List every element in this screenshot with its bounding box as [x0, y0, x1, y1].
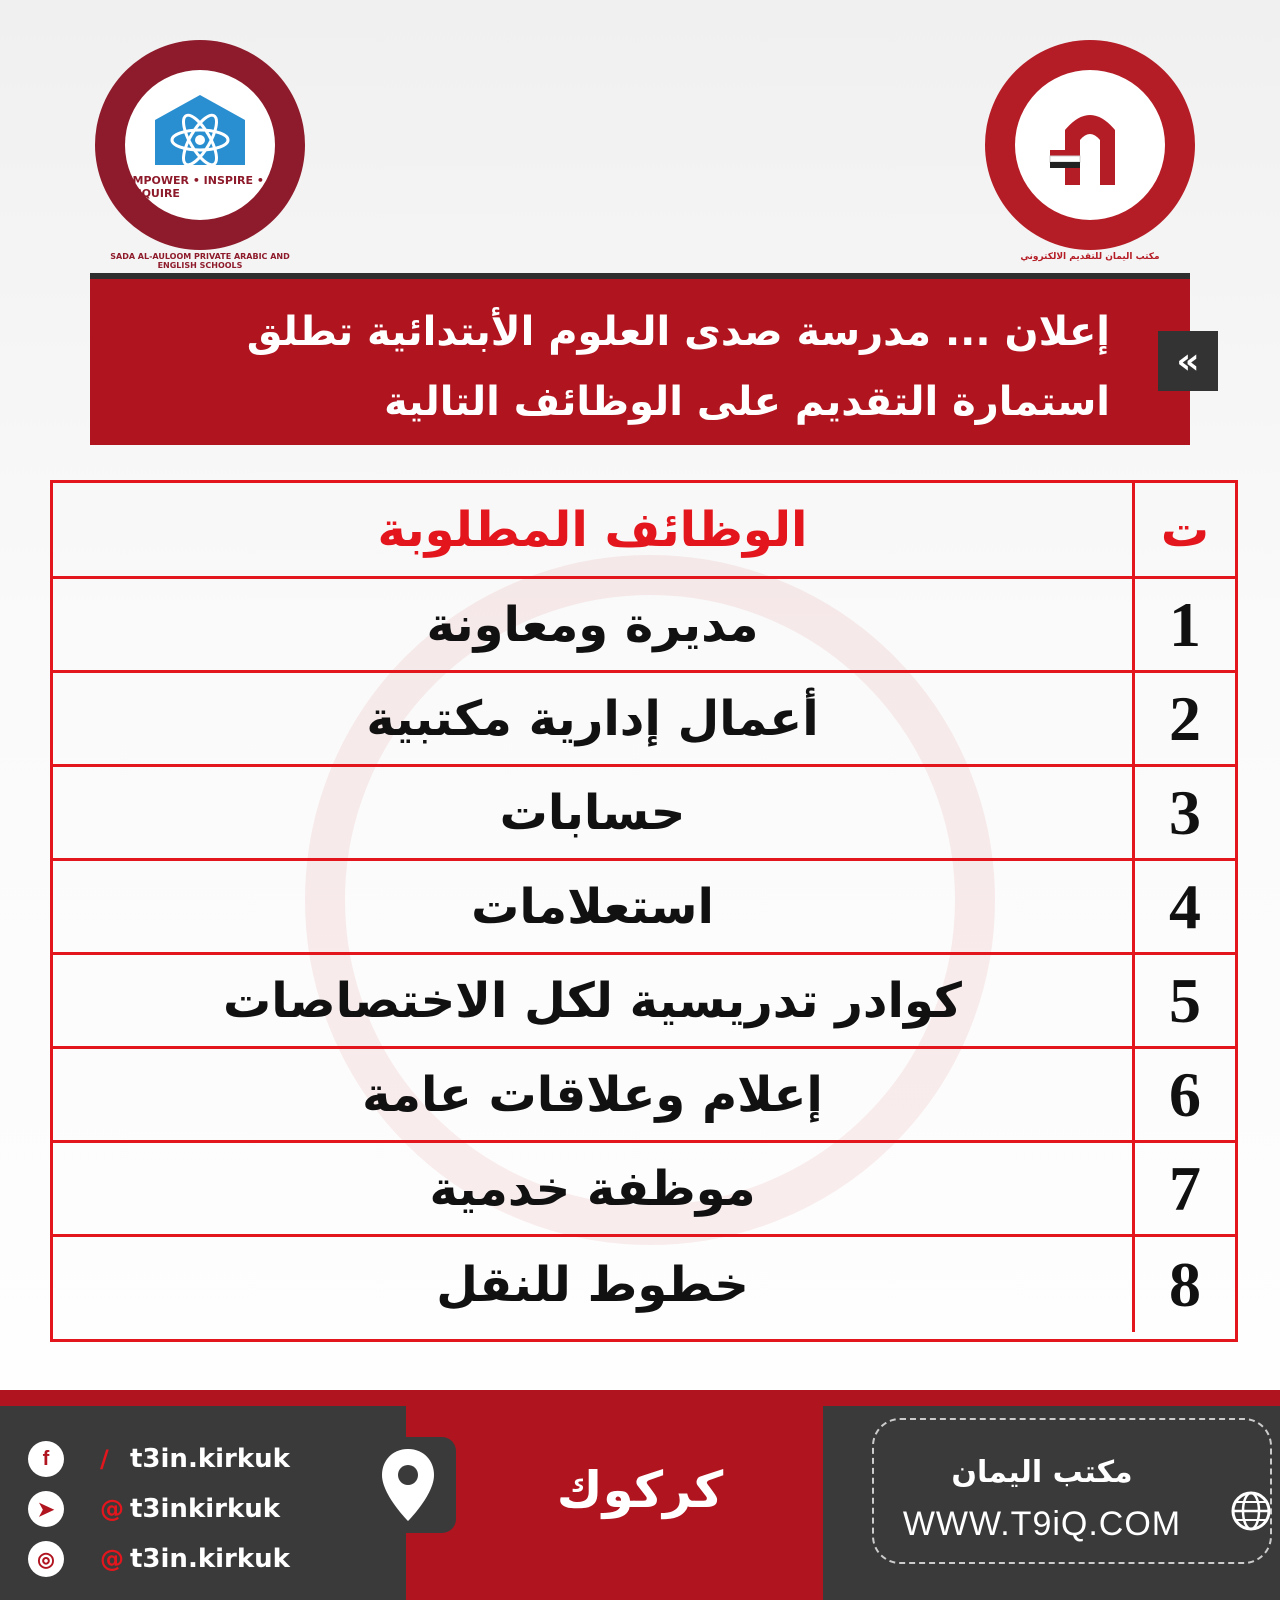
job-number: 6 [1132, 1049, 1235, 1140]
job-number: 2 [1132, 673, 1235, 764]
instagram-icon: ◎ [28, 1541, 64, 1577]
banner-title-line2: استمارة التقديم على الوظائف التالية [384, 379, 1110, 425]
table-row [53, 1049, 1235, 1143]
banner-title [130, 297, 1110, 437]
job-title: كوادر تدريسية لكل الاختصاصات [223, 972, 962, 1029]
double-chevron-icon: « [1158, 331, 1218, 391]
atom-icon [150, 90, 250, 170]
job-title: موظفة خدمية [429, 1160, 756, 1217]
separator: / [100, 1445, 109, 1473]
header-number: ت [1132, 483, 1235, 576]
table-row [53, 673, 1235, 767]
school-logo [95, 40, 305, 250]
job-number: 7 [1132, 1143, 1235, 1234]
at-sign: @ [100, 1545, 124, 1573]
telegram-icon: ➤ [28, 1491, 64, 1527]
telegram-handle[interactable]: t3inkirkuk [130, 1494, 281, 1524]
job-number: 8 [1132, 1237, 1235, 1332]
header-jobs: الوظائف المطلوبة [377, 501, 808, 558]
school-name: SADA AL-AULOOM PRIVATE ARABIC AND ENGLISH SCHOOLS [110, 252, 290, 270]
banner-title-line1: إعلان ... مدرسة صدى العلوم الأبتدائية تطلق [246, 309, 1110, 355]
table-row [53, 1237, 1235, 1332]
school-motto: EMPOWER • INSPIRE • ACQUIRE [125, 174, 264, 200]
job-title: إعلام وعلاقات عامة [362, 1066, 823, 1123]
location-pin-icon [360, 1437, 456, 1533]
instagram-handle[interactable]: t3in.kirkuk [130, 1544, 290, 1574]
announcement-banner [90, 273, 1190, 445]
job-title: أعمال إدارية مكتبية [366, 690, 819, 747]
table-header-row [53, 483, 1235, 579]
jobs-table [50, 480, 1238, 1342]
job-title: حسابات [499, 784, 686, 841]
office-logo [985, 40, 1195, 250]
office-website[interactable]: WWW.T9iQ.COM [902, 1505, 1182, 1543]
table-row [53, 1143, 1235, 1237]
office-name: مكتب اليمان [951, 1455, 1133, 1490]
city-name: كركوك [556, 1461, 724, 1519]
office-emblem-icon [1035, 90, 1145, 200]
job-title: مديرة ومعاونة [426, 596, 759, 653]
facebook-handle[interactable]: t3in.kirkuk [130, 1444, 290, 1474]
job-title: خطوط للنقل [436, 1256, 749, 1313]
facebook-icon: f [28, 1441, 64, 1477]
social-facebook[interactable] [0, 1437, 400, 1481]
office-logo-caption: مكتب اليمان للتقديم الالكتروني [1020, 252, 1160, 262]
job-number: 4 [1132, 861, 1235, 952]
table-row [53, 955, 1235, 1049]
job-number: 1 [1132, 579, 1235, 670]
job-number: 3 [1132, 767, 1235, 858]
job-title: استعلامات [471, 878, 714, 935]
table-row [53, 861, 1235, 955]
job-number: 5 [1132, 955, 1235, 1046]
social-instagram[interactable] [0, 1537, 400, 1581]
table-row [53, 767, 1235, 861]
globe-icon [1230, 1490, 1272, 1532]
table-row [53, 579, 1235, 673]
at-sign: @ [100, 1495, 124, 1523]
social-telegram[interactable] [0, 1487, 400, 1531]
